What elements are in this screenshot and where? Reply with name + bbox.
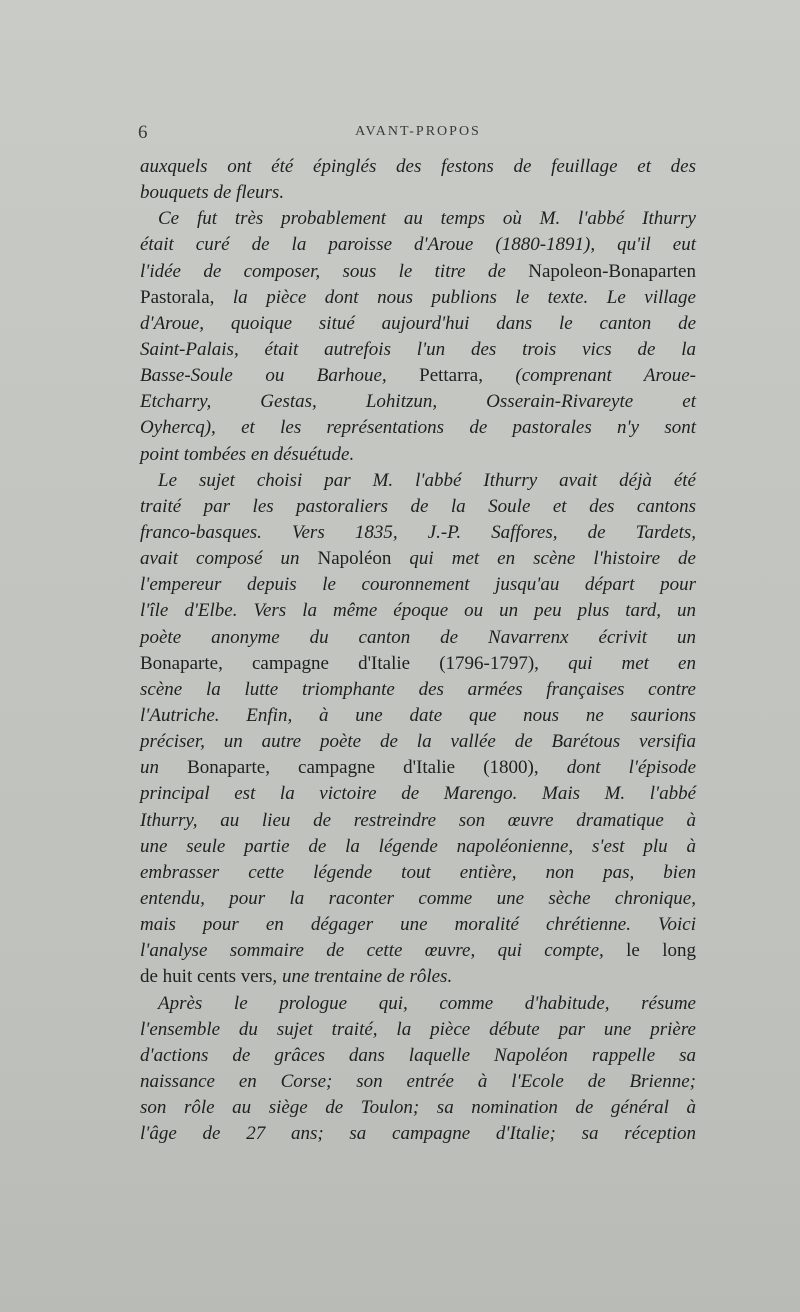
italic-text: qui met en (568, 652, 696, 674)
italic-text: Ce fut très probablement au temps où M. l'abbé Ithurry (158, 208, 696, 230)
text-line (140, 938, 696, 964)
italic-text: son rôle au siège de Toulon; sa nomination de général à (140, 1097, 696, 1119)
text-line (140, 285, 696, 311)
italic-text: embrasser cette légende tout entière, non pas, bien (140, 861, 696, 883)
text-line (140, 494, 696, 520)
italic-text: Etcharry, Gestas, Lohitzun, Osserain-Rivareyte et (140, 391, 696, 413)
italic-text: mais pour en dégager une moralité chrétienne. Voici (140, 914, 696, 936)
roman-text: Bonaparte, campagne d'Italie (1796-1797), (140, 652, 569, 674)
paragraph (140, 468, 696, 991)
italic-text: franco-basques. Vers 1835, J.-P. Saffores, de Tardets, (140, 521, 696, 543)
text-line (140, 729, 696, 755)
italic-text: Saint-Palais, était autrefois l'un des trois vics de la (140, 338, 696, 360)
text-line (140, 232, 696, 258)
italic-text: bouquets de fleurs. (140, 182, 285, 204)
paragraph (140, 991, 696, 1148)
roman-text: Napoléon (317, 548, 410, 570)
italic-text: auxquels ont été épinglés des festons de feuillage et des (140, 156, 696, 177)
text-line (140, 363, 696, 389)
roman-text: Pastorala, (140, 286, 233, 308)
italic-text: une seule partie de la légende napoléonienne, s'est plu à (140, 835, 696, 857)
text-line (140, 1095, 696, 1121)
text-line (140, 677, 696, 703)
italic-text: l'idée de composer, sous le titre de (140, 260, 529, 282)
text-line (140, 964, 696, 990)
text-line (140, 991, 696, 1017)
text-line (140, 912, 696, 938)
italic-text: une trentaine de rôles. (281, 966, 453, 988)
text-line (140, 337, 696, 363)
text-line (140, 1121, 696, 1147)
italic-text: poète anonyme du canton de Navarrenx écrivit un (140, 626, 696, 648)
text-line (140, 703, 696, 729)
text-line (140, 808, 696, 834)
italic-text: point tombées en désuétude. (140, 443, 355, 465)
italic-text: Ithurry, au lieu de restreindre son œuvre dramatique à (140, 809, 696, 831)
roman-text: Pettarra, (419, 365, 516, 387)
italic-text: préciser, un autre poète de la vallée de Barétous versifia (140, 731, 696, 753)
italic-text: l'ensemble du sujet traité, la pièce débute par une prière (140, 1018, 696, 1040)
text-line (140, 520, 696, 546)
italic-text: traité par les pastoraliers de la Soule et des cantons (140, 495, 696, 517)
text-line (140, 468, 696, 494)
text-line (140, 206, 696, 232)
paragraph (140, 154, 696, 206)
italic-text: d'actions de grâces dans laquelle Napoléon rappelle sa (140, 1044, 696, 1066)
text-line (140, 572, 696, 598)
page-number: 6 (138, 122, 149, 143)
text-line (140, 1043, 696, 1069)
italic-text: était curé de la paroisse d'Aroue (1880-1891), qu'il eut (140, 234, 696, 256)
roman-text: de huit cents vers, (140, 966, 282, 988)
running-head: AVANT-PROPOS (355, 124, 481, 139)
italic-text: l'île d'Elbe. Vers la même époque ou un peu plus tard, un (140, 600, 696, 622)
italic-text: l'âge de 27 ans; sa campagne d'Italie; sa réception (140, 1123, 696, 1145)
italic-text: l'Autriche. Enfin, à une date que nous ne saurions (140, 704, 696, 726)
italic-text: Basse-Soule ou Barhoue, (140, 365, 420, 387)
text-line (140, 442, 696, 468)
text-line (140, 415, 696, 441)
text-line (140, 625, 696, 651)
body-text (140, 154, 696, 1147)
italic-text: qui met en scène l'histoire de (409, 548, 696, 570)
text-line (140, 755, 696, 781)
text-line (140, 781, 696, 807)
roman-text: Napoleon-Bonaparten (528, 260, 696, 282)
roman-text: Bonaparte, campagne d'Italie (1800), (187, 757, 567, 779)
italic-text: Le sujet choisi par M. l'abbé Ithurry avait déjà été (158, 469, 696, 491)
text-line (140, 860, 696, 886)
text-line (140, 259, 696, 285)
italic-text: Après le prologue qui, comme d'habitude, résume (158, 992, 696, 1014)
text-line (140, 651, 696, 677)
text-line (140, 180, 696, 206)
text-line (140, 1069, 696, 1095)
text-line (140, 886, 696, 912)
text-line (140, 834, 696, 860)
italic-text: d'Aroue, quoique situé aujourd'hui dans le canton de (140, 312, 696, 334)
text-line (140, 311, 696, 337)
italic-text: (comprenant Aroue- (515, 365, 696, 387)
text-line (140, 1017, 696, 1043)
italic-text: la pièce dont nous publions le texte. Le village (232, 286, 696, 308)
italic-text: dont l'épisode (566, 757, 696, 779)
italic-text: entendu, pour la raconter comme une sèche chronique, (140, 887, 696, 909)
text-line (140, 389, 696, 415)
roman-text: le long (626, 940, 696, 962)
text-line (140, 154, 696, 180)
italic-text: l'empereur depuis le couronnement jusqu'au départ pour (140, 574, 696, 596)
text-line (140, 598, 696, 624)
text-line (140, 546, 696, 572)
page-header (138, 122, 698, 148)
italic-text: Oyhercq), et les représentations de pastorales n'y sont (140, 417, 696, 439)
italic-text: avait composé un (140, 548, 318, 570)
italic-text: naissance en Corse; son entrée à l'Ecole de Brienne; (140, 1070, 696, 1092)
italic-text: scène la lutte triomphante des armées françaises contre (140, 678, 696, 700)
italic-text: un (140, 757, 188, 779)
paragraph (140, 206, 696, 467)
italic-text: principal est la victoire de Marengo. Mais M. l'abbé (140, 783, 696, 805)
italic-text: l'analyse sommaire de cette œuvre, qui compte, (140, 940, 627, 962)
